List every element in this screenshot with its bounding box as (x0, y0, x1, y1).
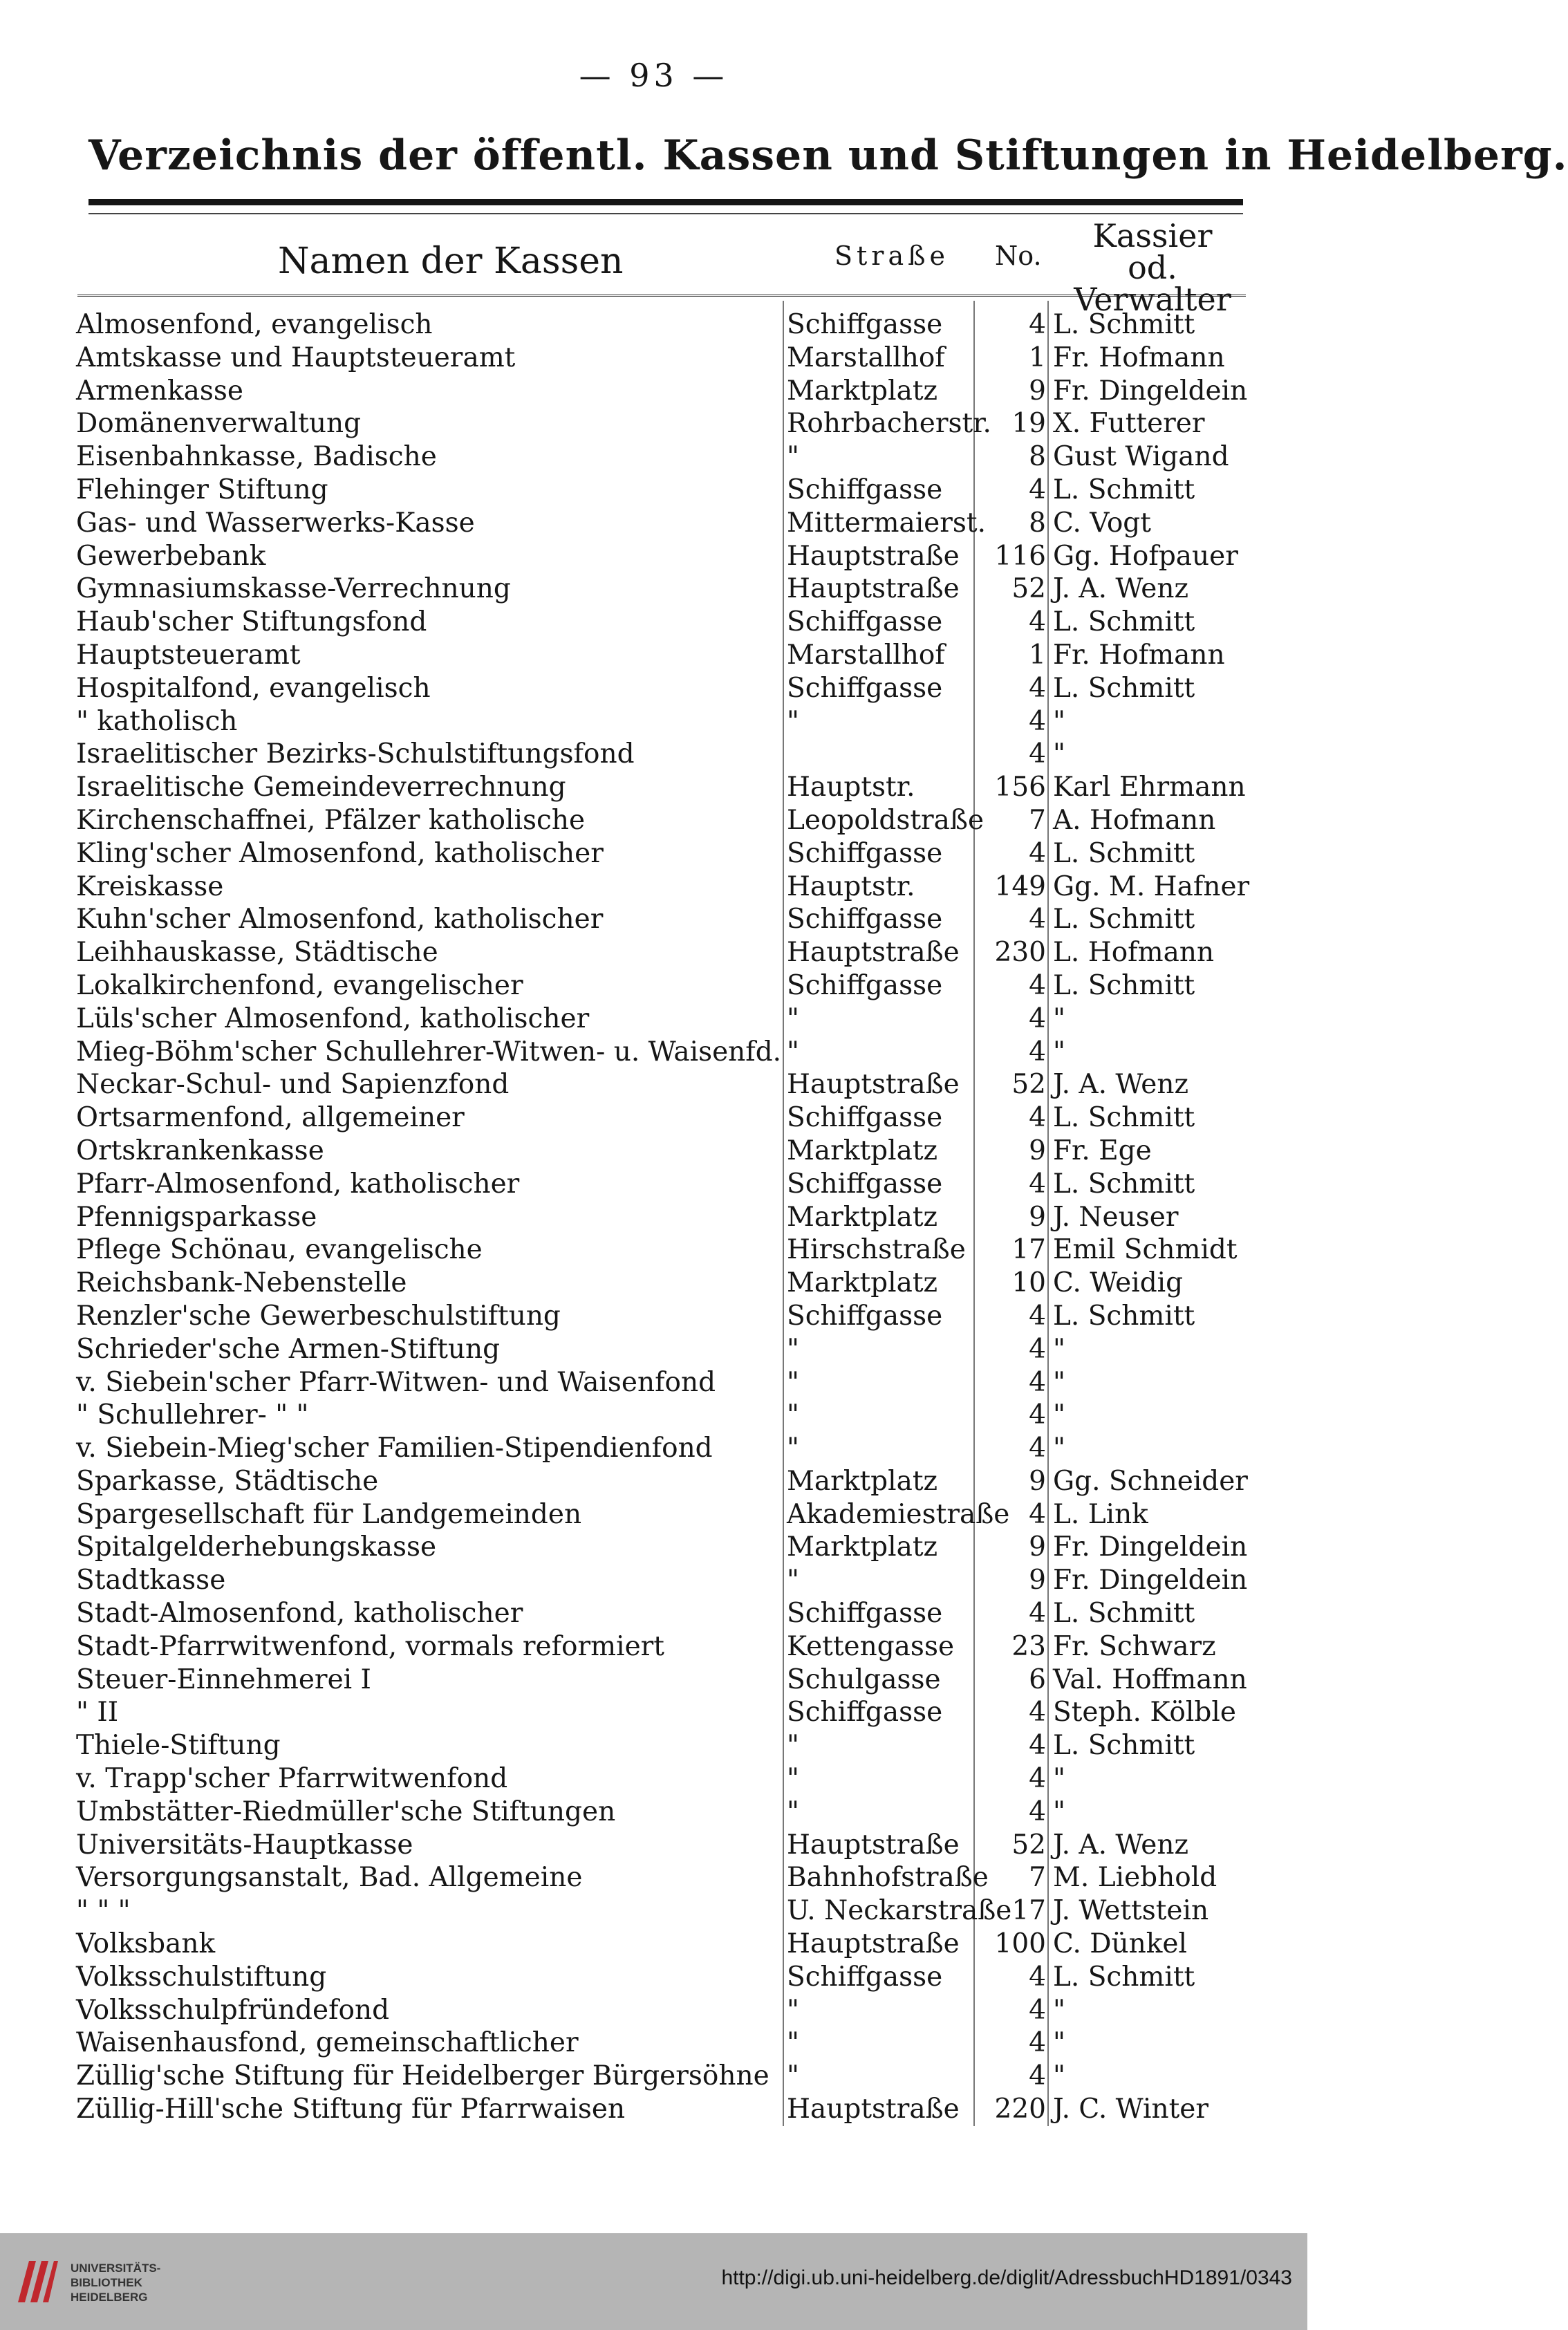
entry-kassier: J. A. Wenz (1053, 1829, 1189, 1861)
entry-street: Hauptstraße (787, 1069, 960, 1101)
table-row (76, 540, 1251, 573)
entry-name: " Schullehrer- " " (76, 1399, 309, 1431)
entry-name: Pflege Schönau, evangelische (76, 1234, 483, 1266)
entry-kassier: A. Hofmann (1053, 804, 1216, 836)
entry-number: 10 (1011, 1267, 1046, 1299)
entry-name: Kling'scher Almosenfond, katholischer (76, 837, 604, 869)
entry-street: Hirschstraße (787, 1234, 966, 1266)
entry-kassier: Steph. Kölble (1053, 1697, 1236, 1728)
entry-kassier: J. Wettstein (1053, 1895, 1209, 1927)
entry-kassier: Gg. Hofpauer (1053, 540, 1238, 572)
entry-name: Züllig'sche Stiftung für Heidelberger Bürgersöhne (76, 2060, 769, 2092)
table-row (76, 507, 1251, 540)
entry-name: Ortsarmenfond, allgemeiner (76, 1102, 465, 1134)
entry-street: Marktplatz (787, 375, 938, 407)
entry-name: Armenkasse (76, 375, 243, 407)
entry-name: " " " (76, 1895, 131, 1927)
entry-kassier: L. Schmitt (1053, 309, 1195, 340)
entry-name: Hospitalfond, evangelisch (76, 672, 431, 704)
entry-name: v. Siebein'scher Pfarr-Witwen- und Waisenfond (76, 1366, 716, 1398)
entry-street: Marktplatz (787, 1135, 938, 1166)
entry-number: 17 (1011, 1234, 1046, 1266)
entry-number: 8 (1029, 441, 1046, 473)
entry-number: 4 (1029, 1498, 1046, 1530)
entry-street: " (787, 1399, 799, 1431)
entry-kassier: L. Link (1053, 1498, 1148, 1530)
entry-number: 230 (994, 937, 1046, 969)
column-header-name: Namen der Kassen (278, 241, 624, 282)
entry-number: 4 (1029, 1796, 1046, 1827)
entry-kassier: Fr. Ege (1053, 1135, 1152, 1166)
entry-number: 4 (1029, 705, 1046, 737)
entry-street: Marstallhof (787, 342, 945, 373)
entry-name: Schrieder'sche Armen-Stiftung (76, 1333, 501, 1365)
entry-name: Gewerbebank (76, 540, 266, 572)
table-row (76, 1696, 1251, 1729)
table-row (76, 639, 1251, 672)
entry-kassier: Karl Ehrmann (1053, 772, 1246, 803)
entry-street: " (787, 441, 799, 473)
entry-kassier: Fr. Hofmann (1053, 639, 1225, 671)
entry-kassier: M. Liebhold (1053, 1862, 1217, 1894)
table-body (76, 308, 1251, 2126)
entry-street: Schiffgasse (787, 969, 943, 1001)
entry-number: 52 (1011, 573, 1046, 605)
entry-kassier: " (1053, 1003, 1065, 1034)
entry-name: Lokalkirchenfond, evangelischer (76, 969, 523, 1001)
entry-street: Hauptstraße (787, 540, 960, 572)
entry-name: Lüls'scher Almosenfond, katholischer (76, 1003, 590, 1034)
entry-name: Sparkasse, Städtische (76, 1465, 379, 1497)
entry-name: Volksschulpfründefond (76, 1994, 390, 2026)
entry-name: " II (76, 1697, 119, 1728)
entry-kassier: Fr. Dingeldein (1053, 1565, 1248, 1596)
entry-kassier: " (1053, 1333, 1065, 1365)
entry-street: Marktplatz (787, 1201, 938, 1233)
entry-street: Schiffgasse (787, 1961, 943, 1993)
entry-kassier: " (1053, 2060, 1065, 2092)
entry-street: Akademiestraße (787, 1498, 1010, 1530)
entry-number: 19 (1011, 408, 1046, 440)
entry-street: Schiffgasse (787, 1102, 943, 1134)
entry-kassier: Fr. Schwarz (1053, 1630, 1216, 1662)
entry-name: Spitalgelderhebungskasse (76, 1531, 437, 1563)
entry-number: 4 (1029, 606, 1046, 638)
table-row (76, 1201, 1251, 1234)
entry-number: 220 (994, 2094, 1046, 2125)
entry-name: Israelitische Gemeindeverrechnung (76, 772, 566, 803)
entry-street: " (787, 1763, 799, 1795)
entry-street: U. Neckarstraße (787, 1895, 1012, 1927)
entry-kassier: Gg. Schneider (1053, 1465, 1248, 1497)
entry-name: Hauptsteueramt (76, 639, 301, 671)
column-header-street: Straße (834, 241, 949, 271)
source-url[interactable]: http://digi.ub.uni-heidelberg.de/diglit/AdressbuchHD1891/0343 (721, 2266, 1292, 2289)
table-row (76, 342, 1251, 375)
entry-street: Schiffgasse (787, 1168, 943, 1200)
entry-street: Schiffgasse (787, 1598, 943, 1630)
entry-kassier: L. Schmitt (1053, 969, 1195, 1001)
entry-number: 4 (1029, 904, 1046, 935)
entry-kassier: L. Schmitt (1053, 904, 1195, 935)
page-title: Verzeichnis der öffentl. Kassen und Stiftungen in Heidelberg. (88, 131, 1568, 180)
entry-street: " (787, 2060, 799, 2092)
entry-number: 9 (1029, 375, 1046, 407)
table-row (76, 1432, 1251, 1465)
entry-name: Steuer-Einnehmerei I (76, 1663, 371, 1695)
entry-number: 4 (1029, 1961, 1046, 1993)
entry-kassier: C. Vogt (1053, 507, 1151, 539)
entry-kassier: L. Schmitt (1053, 837, 1195, 869)
table-row (76, 1068, 1251, 1101)
table-row (76, 1267, 1251, 1300)
entry-name: Pfarr-Almosenfond, katholischer (76, 1168, 520, 1200)
title-rule (88, 199, 1243, 205)
entry-street: Schulgasse (787, 1663, 941, 1695)
entry-number: 4 (1029, 1697, 1046, 1728)
entry-kassier: L. Schmitt (1053, 606, 1195, 638)
entry-name: Stadt-Almosenfond, katholischer (76, 1598, 523, 1630)
entry-street: " (787, 705, 799, 737)
entry-number: 23 (1011, 1630, 1046, 1662)
entry-kassier: L. Schmitt (1053, 1598, 1195, 1630)
entry-street: Rohrbacherstr. (787, 408, 991, 440)
page-number: — 93 — (579, 57, 729, 94)
table-row (76, 1663, 1251, 1697)
entry-street: Schiffgasse (787, 837, 943, 869)
entry-kassier: J. A. Wenz (1053, 573, 1189, 605)
library-logo-text: UNIVERSITÄTS- BIBLIOTHEK HEIDELBERG (71, 2262, 161, 2304)
entry-name: Mieg-Böhm'scher Schullehrer-Witwen- u. Waisenfd. (76, 1036, 782, 1068)
entry-street: " (787, 1036, 799, 1068)
entry-kassier: " (1053, 1763, 1065, 1795)
column-header-kassier-line1: Kassier (1092, 217, 1213, 254)
table-row (76, 1233, 1251, 1267)
entry-street: Leopoldstraße (787, 804, 984, 836)
entry-number: 9 (1029, 1465, 1046, 1497)
table-row (76, 1597, 1251, 1630)
table-row (76, 903, 1251, 936)
entry-street: Marstallhof (787, 639, 945, 671)
entry-street: Hauptstraße (787, 1829, 960, 1861)
entry-kassier: " (1053, 1994, 1065, 2026)
entry-number: 4 (1029, 1763, 1046, 1795)
entry-kassier: Gg. M. Hafner (1053, 870, 1250, 902)
entry-street: Schiffgasse (787, 474, 943, 505)
table-row (76, 1861, 1251, 1894)
footer-bar (0, 2233, 1307, 2330)
entry-kassier: " (1053, 1399, 1065, 1431)
entry-kassier: J. C. Winter (1053, 2094, 1209, 2125)
entry-name: Volksbank (76, 1928, 216, 1960)
entry-name: Universitäts-Hauptkasse (76, 1829, 413, 1861)
entry-kassier: " (1053, 738, 1065, 770)
entry-name: Neckar-Schul- und Sapienzfond (76, 1069, 510, 1101)
entry-kassier: " (1053, 1796, 1065, 1827)
entry-name: " katholisch (76, 705, 238, 737)
table-row (76, 1300, 1251, 1333)
table-row (76, 1796, 1251, 1829)
table-row (76, 672, 1251, 705)
entry-street: " (787, 1565, 799, 1596)
entry-name: Leihhauskasse, Städtische (76, 937, 438, 969)
entry-kassier: L. Schmitt (1053, 1730, 1195, 1762)
entry-number: 52 (1011, 1069, 1046, 1101)
table-row (76, 1928, 1251, 1961)
entry-name: Renzler'sche Gewerbeschulstiftung (76, 1300, 561, 1332)
entry-kassier: " (1053, 1036, 1065, 1068)
entry-name: Haub'scher Stiftungsfond (76, 606, 427, 638)
entry-street: Schiffgasse (787, 309, 943, 340)
entry-kassier: Fr. Hofmann (1053, 342, 1225, 373)
table-row (76, 1829, 1251, 1862)
entry-name: Gymnasiumskasse-Verrechnung (76, 573, 511, 605)
entry-name: Ortskrankenkasse (76, 1135, 324, 1166)
entry-street: Hauptstraße (787, 1928, 960, 1960)
table-row (76, 738, 1251, 771)
entry-street: Mittermaierst. (787, 507, 986, 539)
entry-street: Schiffgasse (787, 672, 943, 704)
entry-kassier: Fr. Dingeldein (1053, 375, 1248, 407)
table-row (76, 1894, 1251, 1928)
entry-kassier: L. Schmitt (1053, 1300, 1195, 1332)
entry-number: 8 (1029, 507, 1046, 539)
entry-number: 156 (994, 772, 1046, 803)
entry-number: 116 (994, 540, 1046, 572)
entry-number: 4 (1029, 1168, 1046, 1200)
table-row (76, 2093, 1251, 2126)
entry-name: Spargesellschaft für Landgemeinden (76, 1498, 582, 1530)
entry-number: 4 (1029, 2027, 1046, 2059)
table-row (76, 837, 1251, 870)
entry-name: Eisenbahnkasse, Badische (76, 441, 437, 473)
entry-kassier: Gust Wigand (1053, 441, 1229, 473)
column-header-kassier (1063, 217, 1242, 318)
table-row (76, 1399, 1251, 1432)
entry-street: Marktplatz (787, 1267, 938, 1299)
table-row (76, 1333, 1251, 1366)
entry-number: 9 (1029, 1565, 1046, 1596)
table-row (76, 1168, 1251, 1201)
table-row (76, 1465, 1251, 1498)
table-row (76, 1498, 1251, 1531)
entry-street: " (787, 1730, 799, 1762)
entry-street: Hauptstraße (787, 937, 960, 969)
entry-name: Züllig-Hill'sche Stiftung für Pfarrwaisen (76, 2094, 626, 2125)
entry-kassier: X. Futterer (1053, 408, 1205, 440)
entry-kassier: L. Schmitt (1053, 474, 1195, 505)
entry-number: 4 (1029, 738, 1046, 770)
table-row (76, 308, 1251, 342)
table-row (76, 606, 1251, 639)
entry-kassier: C. Dünkel (1053, 1928, 1187, 1960)
table-row (76, 2060, 1251, 2093)
column-header-kassier-line2: od. Verwalter (1074, 249, 1231, 318)
entry-street: " (787, 1003, 799, 1034)
entry-kassier: L. Hofmann (1053, 937, 1215, 969)
title-rule-thin (88, 213, 1243, 214)
entry-number: 4 (1029, 1102, 1046, 1134)
entry-kassier: " (1053, 1433, 1065, 1464)
entry-street: Kettengasse (787, 1630, 955, 1662)
entry-street: " (787, 1333, 799, 1365)
entry-number: 4 (1029, 474, 1046, 505)
entry-name: Stadtkasse (76, 1565, 226, 1596)
table-row (76, 1762, 1251, 1796)
entry-kassier: " (1053, 1366, 1065, 1398)
entry-number: 4 (1029, 1333, 1046, 1365)
entry-kassier: Emil Schmidt (1053, 1234, 1238, 1266)
entry-name: Waisenhausfond, gemeinschaftlicher (76, 2027, 579, 2059)
entry-kassier: L. Schmitt (1053, 672, 1195, 704)
table-row (76, 375, 1251, 408)
entry-number: 6 (1029, 1663, 1046, 1695)
table-row (76, 440, 1251, 474)
entry-number: 149 (994, 870, 1046, 902)
table-row (76, 705, 1251, 738)
entry-name: Israelitischer Bezirks-Schulstiftungsfond (76, 738, 635, 770)
table-row (76, 1366, 1251, 1399)
entry-name: Kirchenschaffnei, Pfälzer katholische (76, 804, 586, 836)
table-row (76, 936, 1251, 969)
entry-street: Bahnhofstraße (787, 1862, 989, 1894)
table-row (76, 1961, 1251, 1994)
entry-number: 4 (1029, 1366, 1046, 1398)
table-row (76, 870, 1251, 904)
entry-number: 7 (1029, 1862, 1046, 1894)
entry-number: 9 (1029, 1201, 1046, 1233)
entry-kassier: L. Schmitt (1053, 1961, 1195, 1993)
entry-kassier: C. Weidig (1053, 1267, 1184, 1299)
entry-number: 4 (1029, 1300, 1046, 1332)
entry-name: v. Siebein-Mieg'scher Familien-Stipendienfond (76, 1433, 713, 1464)
table-row (76, 572, 1251, 606)
table-row (76, 771, 1251, 804)
table-row (76, 804, 1251, 837)
table-row (76, 969, 1251, 1003)
entry-number: 52 (1011, 1829, 1046, 1861)
table-header (77, 217, 1246, 318)
entry-number: 4 (1029, 969, 1046, 1001)
entry-name: Reichsbank-Nebenstelle (76, 1267, 407, 1299)
entry-kassier: J. A. Wenz (1053, 1069, 1189, 1101)
entry-number: 4 (1029, 837, 1046, 869)
column-header-number: No. (995, 241, 1042, 271)
entry-name: Thiele-Stiftung (76, 1730, 281, 1762)
table-row (76, 2026, 1251, 2060)
entry-name: Domänenverwaltung (76, 408, 362, 440)
entry-street: Schiffgasse (787, 1697, 943, 1728)
entry-name: Amtskasse und Hauptsteueramt (76, 342, 516, 373)
table-row (76, 1101, 1251, 1135)
entry-number: 4 (1029, 1598, 1046, 1630)
entry-number: 4 (1029, 309, 1046, 340)
table-row (76, 1003, 1251, 1036)
entry-name: Versorgungsanstalt, Bad. Allgemeine (76, 1862, 583, 1894)
entry-number: 100 (994, 1928, 1046, 1960)
entry-kassier: Fr. Dingeldein (1053, 1531, 1248, 1563)
entry-kassier: Val. Hoffmann (1053, 1663, 1247, 1695)
entry-number: 4 (1029, 1036, 1046, 1068)
entry-kassier: " (1053, 2027, 1065, 2059)
entry-street: Schiffgasse (787, 606, 943, 638)
entry-number: 4 (1029, 1003, 1046, 1034)
entry-name: Volksschulstiftung (76, 1961, 327, 1993)
table-row (76, 1630, 1251, 1663)
table-row (76, 1994, 1251, 2027)
entry-street: Marktplatz (787, 1531, 938, 1563)
entry-street: " (787, 1796, 799, 1827)
entry-number: 4 (1029, 672, 1046, 704)
entry-street: " (787, 1366, 799, 1398)
entry-number: 4 (1029, 1433, 1046, 1464)
entry-number: 1 (1029, 342, 1046, 373)
entry-name: Gas- und Wasserwerks-Kasse (76, 507, 475, 539)
table-row (76, 1531, 1251, 1564)
entry-kassier: L. Schmitt (1053, 1168, 1195, 1200)
entry-name: Kuhn'scher Almosenfond, katholischer (76, 904, 604, 935)
entry-name: Kreiskasse (76, 870, 224, 902)
entry-street: " (787, 1994, 799, 2026)
table-row (76, 1564, 1251, 1597)
entry-number: 7 (1029, 804, 1046, 836)
entry-street: " (787, 1433, 799, 1464)
entry-kassier: " (1053, 705, 1065, 737)
table-row (76, 1729, 1251, 1762)
entry-number: 4 (1029, 1399, 1046, 1431)
entry-street: Hauptstr. (787, 870, 915, 902)
entry-street: Marktplatz (787, 1465, 938, 1497)
entry-street: Schiffgasse (787, 904, 943, 935)
library-logo-icon (15, 2254, 61, 2309)
entry-kassier: L. Schmitt (1053, 1102, 1195, 1134)
entry-name: Almosenfond, evangelisch (76, 309, 433, 340)
entry-number: 9 (1029, 1135, 1046, 1166)
entry-number: 1 (1029, 639, 1046, 671)
entry-street: Hauptstraße (787, 2094, 960, 2125)
entry-name: v. Trapp'scher Pfarrwitwenfond (76, 1763, 508, 1795)
entry-name: Umbstätter-Riedmüller'sche Stiftungen (76, 1796, 616, 1827)
entry-street: " (787, 2027, 799, 2059)
entry-number: 4 (1029, 2060, 1046, 2092)
entry-street: Hauptstraße (787, 573, 960, 605)
table-row (76, 1135, 1251, 1168)
table-row (76, 407, 1251, 440)
entry-number: 4 (1029, 1730, 1046, 1762)
entry-street: Schiffgasse (787, 1300, 943, 1332)
entry-name: Flehinger Stiftung (76, 474, 328, 505)
entry-number: 17 (1011, 1895, 1046, 1927)
table-row (76, 474, 1251, 507)
entry-name: Pfennigsparkasse (76, 1201, 317, 1233)
entry-name: Stadt-Pfarrwitwenfond, vormals reformiert (76, 1630, 664, 1662)
table-row (76, 1036, 1251, 1069)
entry-street: Hauptstr. (787, 772, 915, 803)
entry-kassier: J. Neuser (1053, 1201, 1179, 1233)
entry-number: 9 (1029, 1531, 1046, 1563)
entry-number: 4 (1029, 1994, 1046, 2026)
